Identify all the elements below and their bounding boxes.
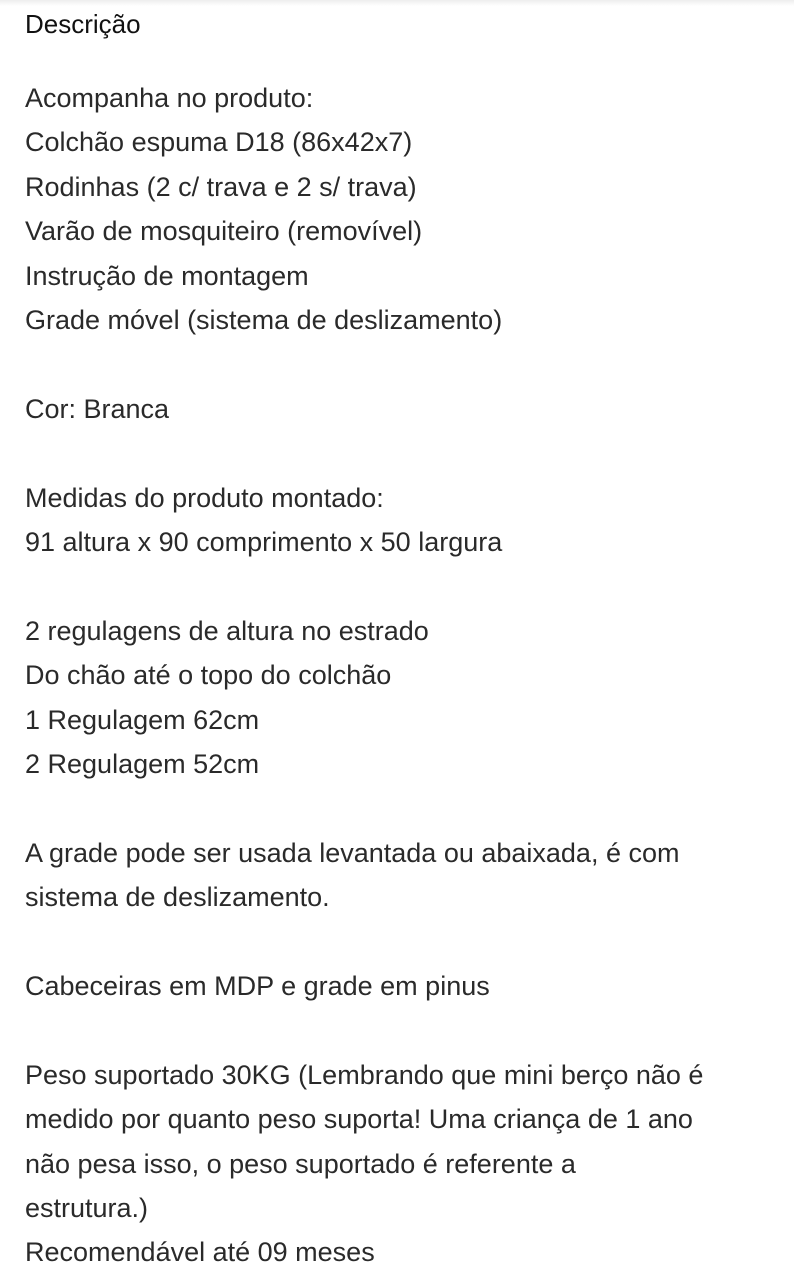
- paragraph-gap: [25, 342, 769, 386]
- description-line: 2 Regulagem 52cm: [25, 749, 260, 780]
- description-line: Rodinhas (2 c/ trava e 2 s/ trava): [25, 171, 417, 202]
- height-settings-paragraph: [25, 609, 769, 787]
- description-line: Recomendável até 09 meses: [25, 1237, 375, 1268]
- description-line: 1 Regulagem 62cm: [25, 704, 260, 735]
- description-line: Grade móvel (sistema de deslizamento): [25, 305, 503, 336]
- paragraph-gap: [25, 920, 769, 964]
- description-line: A grade pode ser usada levantada ou abaixada, é com: [25, 837, 680, 868]
- materials-paragraph: [25, 964, 769, 1008]
- included-items-paragraph: [25, 76, 769, 342]
- description-line: sistema de deslizamento.: [25, 882, 330, 913]
- description-line: Do chão até o topo do colchão: [25, 660, 392, 691]
- paragraph-gap: [25, 564, 769, 608]
- paragraph-gap: [25, 786, 769, 830]
- dimensions-paragraph: [25, 476, 769, 565]
- description-line: medido por quanto peso suporta! Uma criança de 1 ano: [25, 1104, 693, 1135]
- paragraph-gap: [25, 431, 769, 475]
- description-line: Instrução de montagem: [25, 260, 309, 291]
- description-line: 91 altura x 90 comprimento x 50 largura: [25, 527, 503, 558]
- description-line: Colchão espuma D18 (86x42x7): [25, 127, 413, 158]
- color-paragraph: [25, 387, 769, 431]
- description-line: 2 regulagens de altura no estrado: [25, 615, 429, 646]
- description-line: Cor: Branca: [25, 393, 170, 424]
- section-heading: Descrição: [25, 9, 141, 39]
- description-line: Peso suportado 30KG (Lembrando que mini berço não é: [25, 1059, 704, 1090]
- description-line: Cabeceiras em MDP e grade em pinus: [25, 971, 490, 1002]
- paragraph-gap: [25, 1008, 769, 1052]
- description-line: estrutura.): [25, 1193, 149, 1224]
- description-line: não pesa isso, o peso suportado é referente a: [25, 1148, 576, 1179]
- product-description: [25, 76, 769, 1275]
- rail-paragraph: [25, 831, 769, 920]
- weight-paragraph: [25, 1053, 769, 1275]
- description-line: Varão de mosquiteiro (removível): [25, 216, 423, 247]
- description-line: Acompanha no produto:: [25, 83, 314, 113]
- description-line: Medidas do produto montado:: [25, 482, 384, 513]
